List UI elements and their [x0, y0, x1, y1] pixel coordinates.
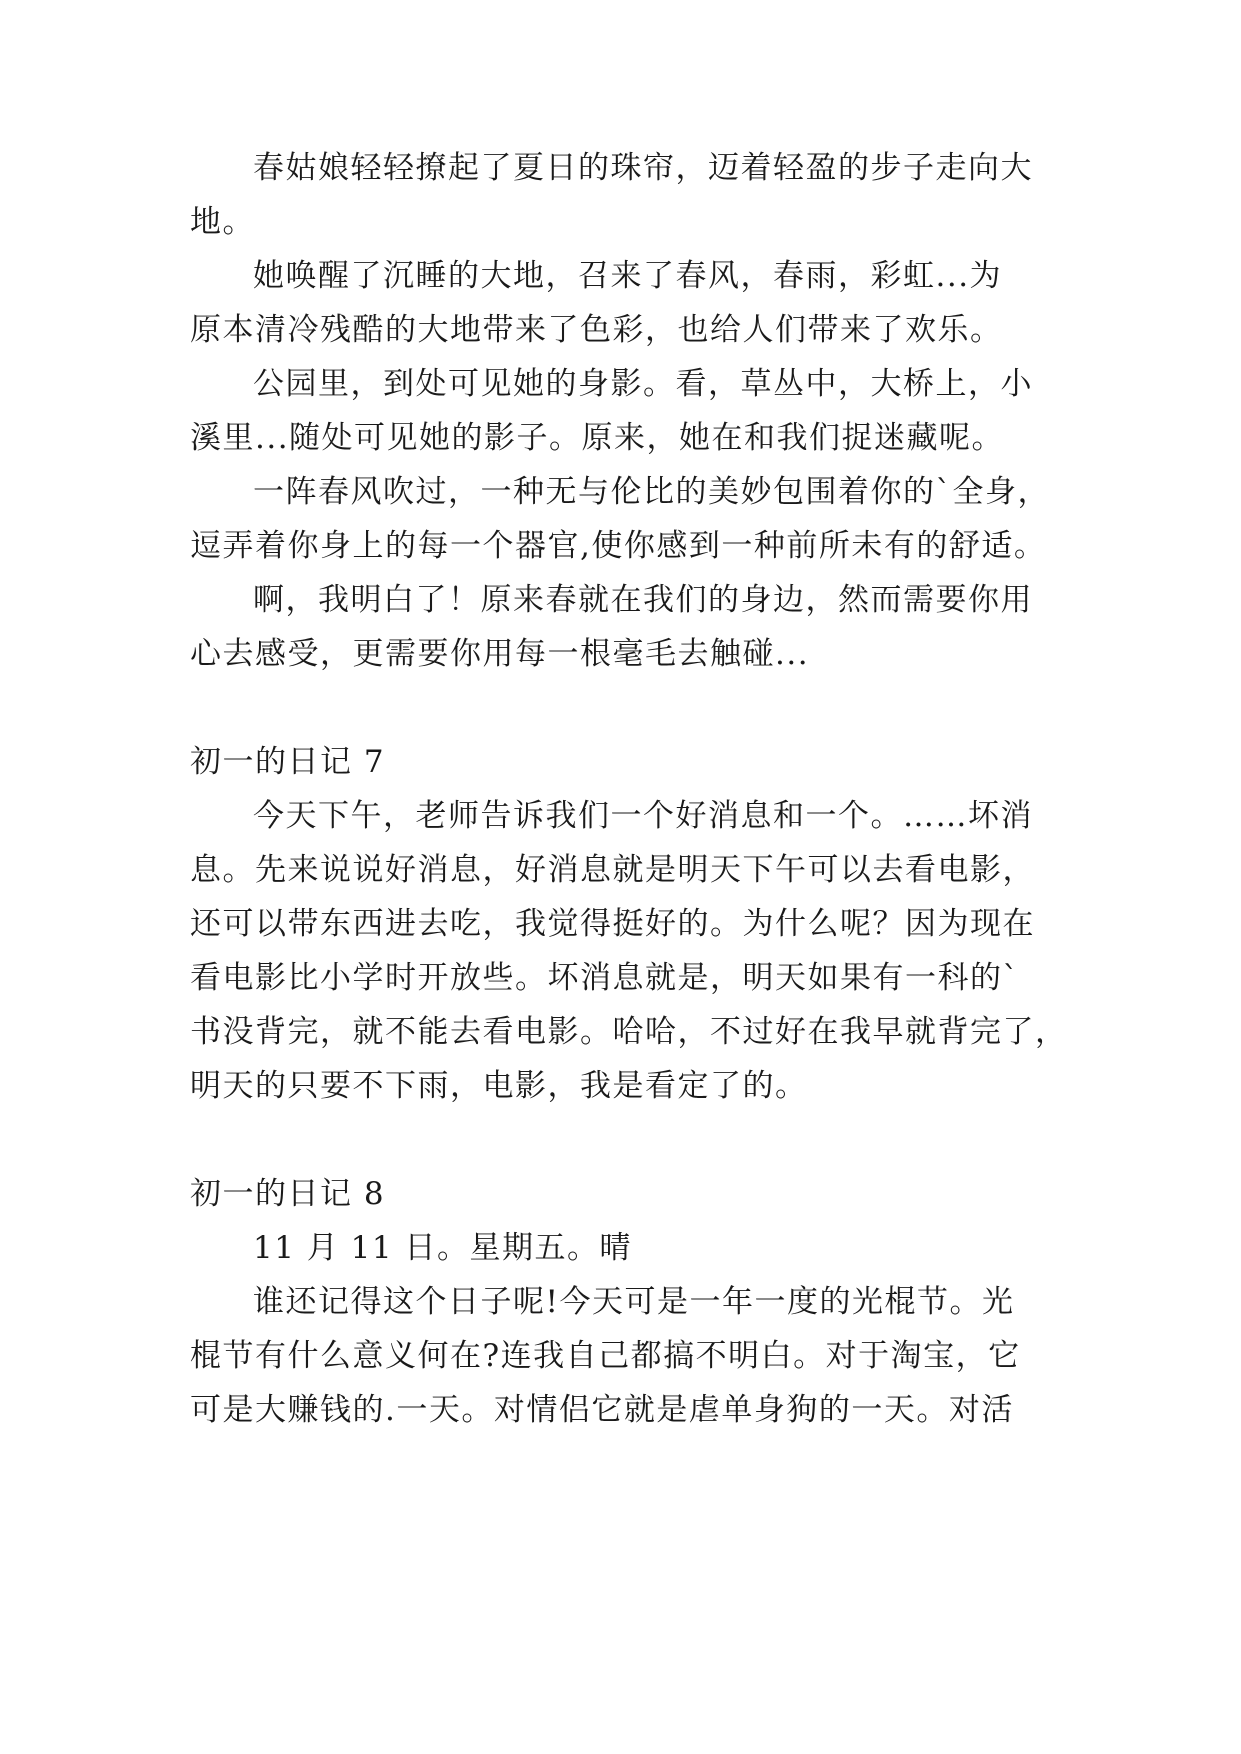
paragraph-line: 心去感受，更需要你用每一根毫毛去触碰...: [190, 636, 810, 672]
paragraph-line: 还可以带东西进去吃，我觉得挺好的。为什么呢？因为现在: [190, 906, 1035, 942]
paragraph-line: 啊，我明白了！原来春就在我们的身边，然而需要你用: [253, 582, 1033, 618]
paragraph-line: 原本清冷残酷的大地带来了色彩，也给人们带来了欢乐。: [190, 312, 1003, 348]
paragraph-line: 逗弄着你身上的每一个器官,使你感到一种前所未有的舒适。: [190, 528, 1047, 564]
paragraph-line: 今天下午，老师告诉我们一个好消息和一个。……坏消: [253, 798, 1033, 834]
paragraph-line: 看电影比小学时开放些。坏消息就是，明天如果有一科的`: [190, 960, 1020, 996]
date-line: 11 月 11 日。星期五。晴: [253, 1230, 632, 1266]
paragraph-line: 一阵春风吹过，一种无与伦比的美妙包围着你的`全身，: [253, 474, 1050, 510]
paragraph-line: 公园里，到处可见她的身影。看，草丛中，大桥上，小: [253, 366, 1033, 402]
paragraph-line: 溪里...随处可见她的影子。原来，她在和我们捉迷藏呢。: [190, 420, 1005, 456]
section-heading: 初一的日记 7: [190, 744, 386, 780]
section-heading: 初一的日记 8: [190, 1176, 386, 1212]
paragraph-line: 书没背完，就不能去看电影。哈哈，不过好在我早就背完了，: [190, 1014, 1068, 1050]
paragraph-line: 息。先来说说好消息，好消息就是明天下午可以去看电影，: [190, 852, 1035, 888]
paragraph-line: 地。: [190, 204, 255, 240]
paragraph-line: 谁还记得这个日子呢!今天可是一年一度的光棍节。光: [253, 1284, 1015, 1320]
paragraph-line: 棍节有什么意义何在?连我自己都搞不明白。对于淘宝，它: [190, 1338, 1021, 1374]
paragraph-line: 春姑娘轻轻撩起了夏日的珠帘，迈着轻盈的步子走向大: [253, 150, 1033, 186]
paragraph-line: 可是大赚钱的.一天。对情侣它就是虐单身狗的一天。对活: [190, 1392, 1014, 1428]
paragraph-line: 明天的只要不下雨，电影，我是看定了的。: [190, 1068, 808, 1104]
paragraph-line: 她唤醒了沉睡的大地，召来了春风，春雨，彩虹...为: [253, 258, 1003, 294]
